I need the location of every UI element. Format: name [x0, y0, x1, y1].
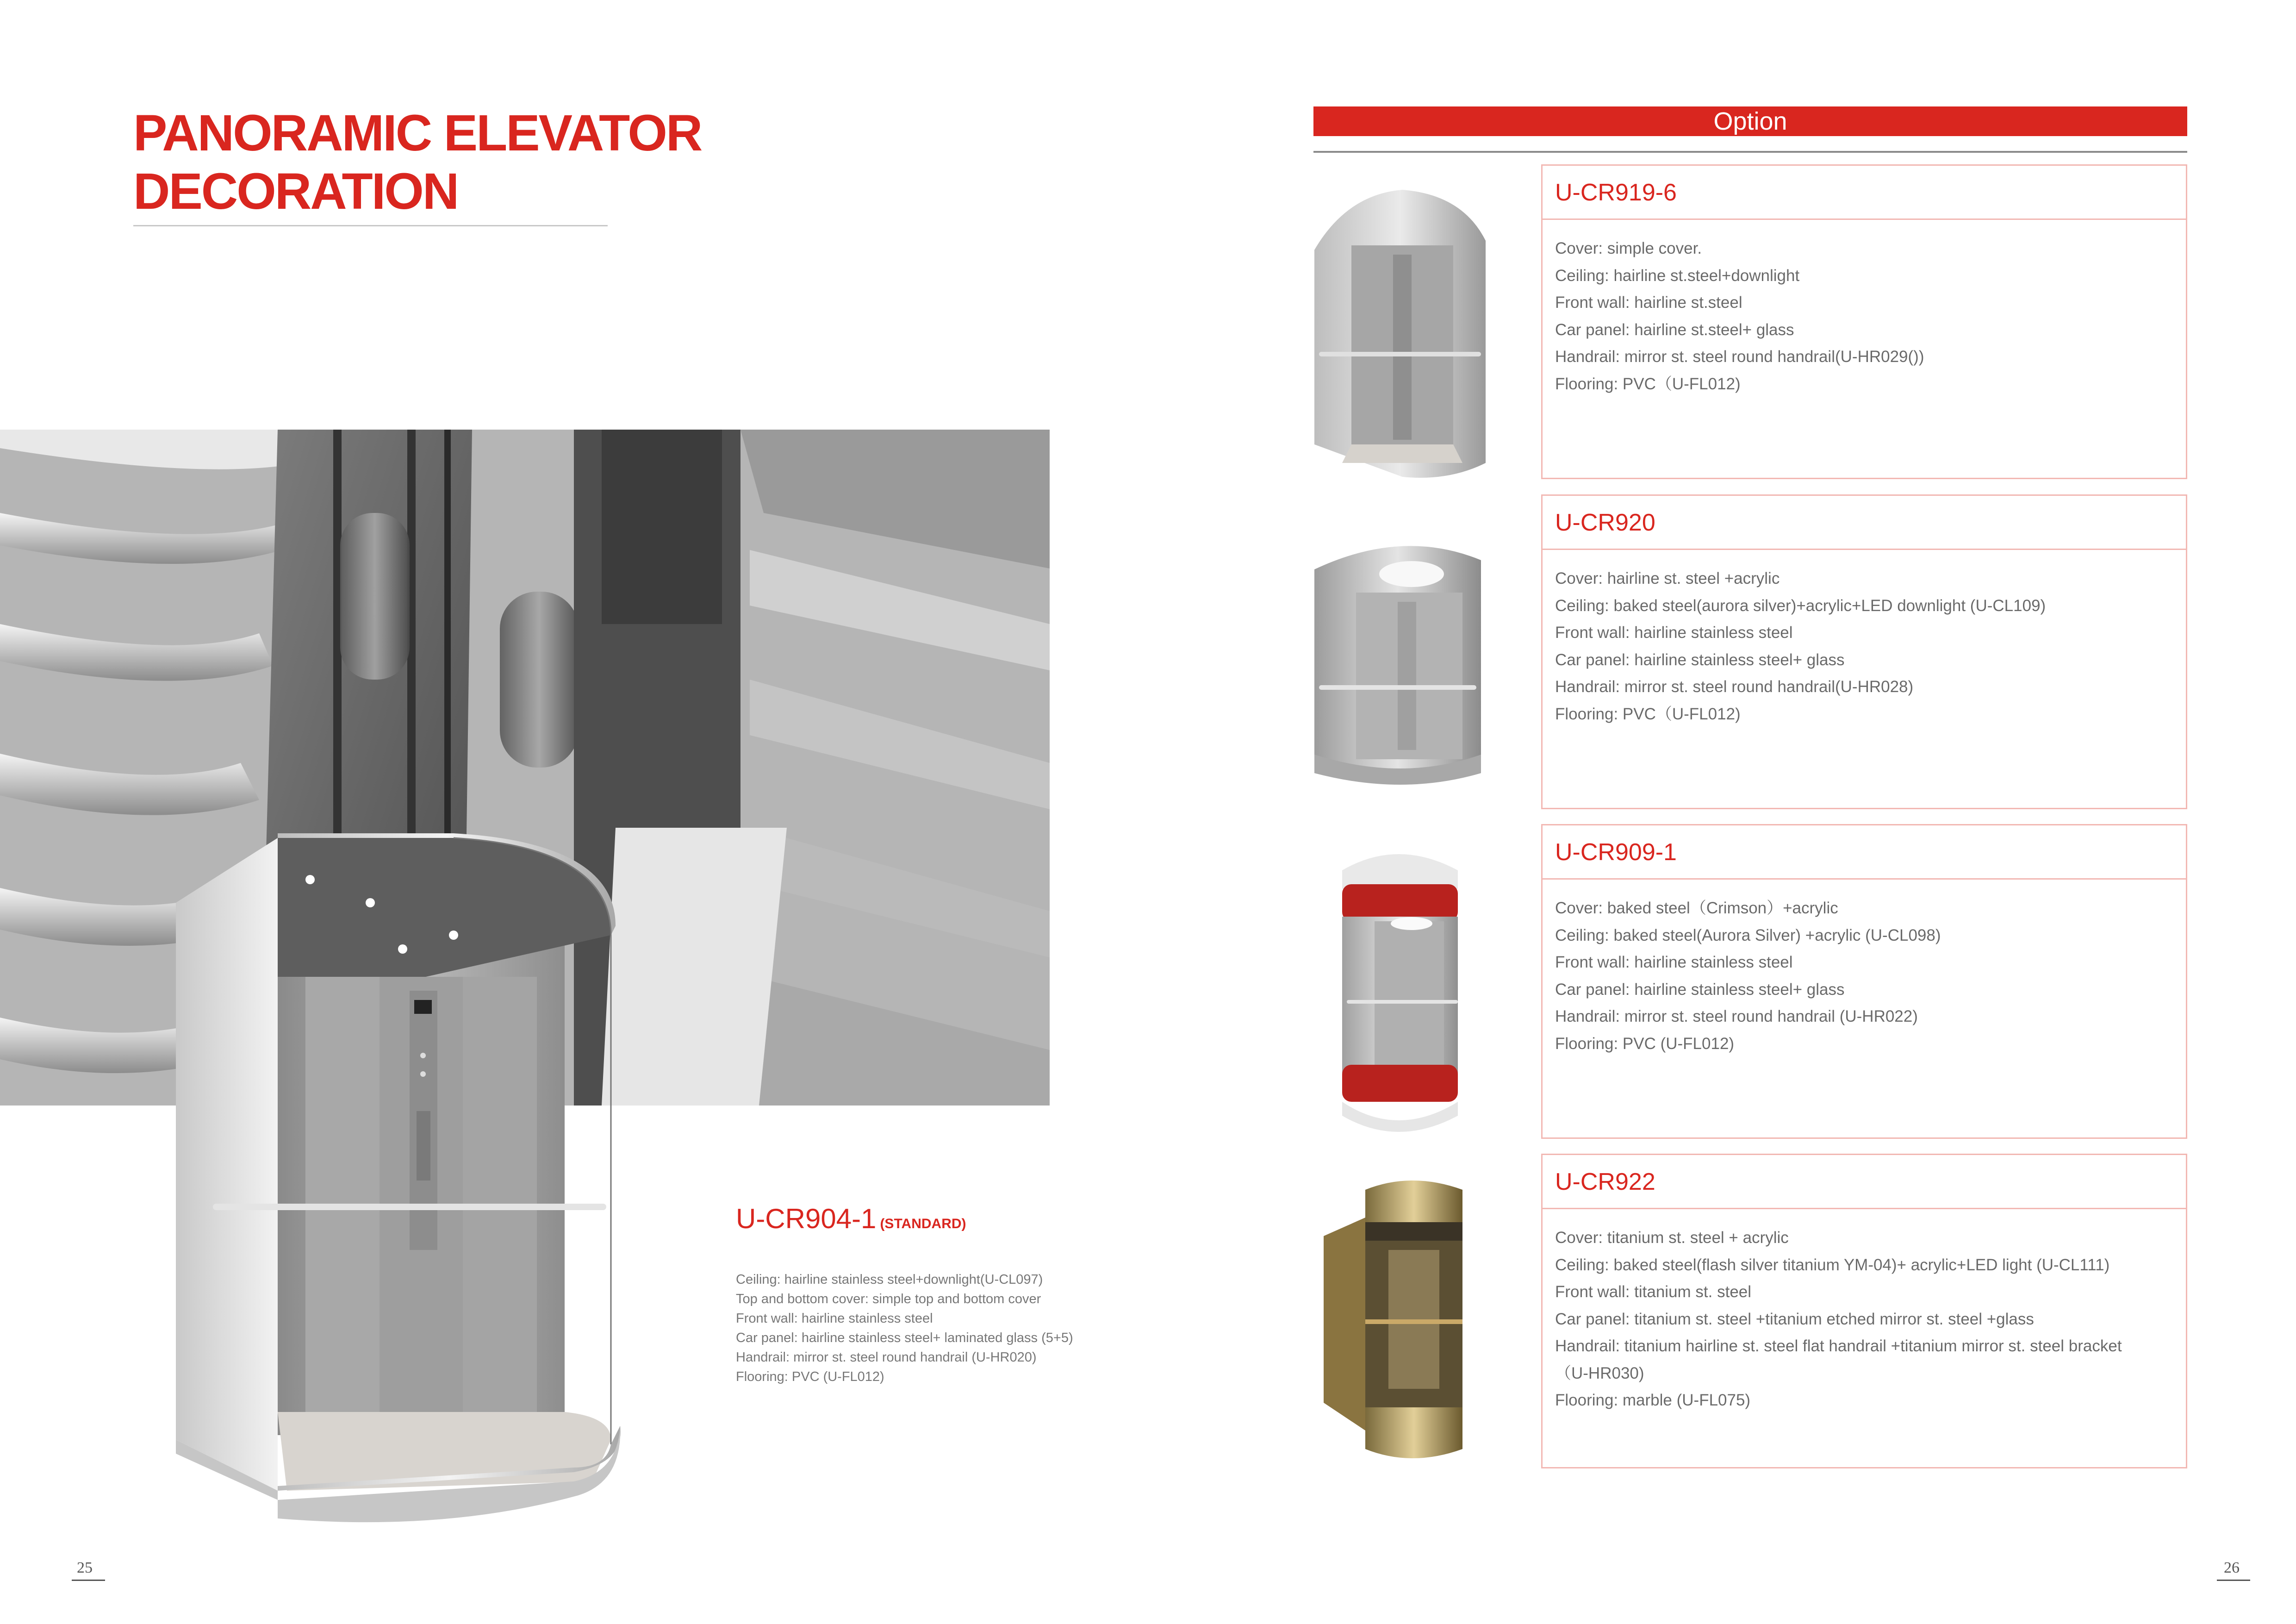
- option-card-header: [1543, 166, 2186, 220]
- elevator-cr919-6-graphic: [1310, 185, 1495, 481]
- option-spec-item: Cover: simple cover.: [1555, 239, 1702, 257]
- title-underline: [133, 225, 608, 226]
- elevator-cr920-image: [1310, 532, 1495, 792]
- standard-spec-item: Flooring: PVC (U-FL012): [736, 1369, 884, 1384]
- page-number-right: 26: [2224, 1559, 2240, 1576]
- option-spec-item: Front wall: hairline stainless steel: [1555, 624, 1793, 642]
- option-spec-item: Front wall: hairline st.steel: [1555, 294, 1742, 312]
- elevator-cr904-1-graphic: [167, 796, 625, 1532]
- page-number-right-underline: [2217, 1580, 2250, 1581]
- elevator-cr922-graphic: [1319, 1171, 1476, 1468]
- option-spec-item: Ceiling: baked steel(Aurora Silver) +acrylic (U-CL098): [1555, 926, 1941, 944]
- option-spec-item: Car panel: titanium st. steel +titanium etched mirror st. steel +glass: [1555, 1310, 2034, 1328]
- option-spec-item: Flooring: marble (U-FL075): [1555, 1391, 1751, 1409]
- option-spec-list: [1555, 565, 2046, 728]
- option-card-header: [1543, 1155, 2186, 1209]
- title-line-1: PANORAMIC ELEVATOR: [133, 105, 702, 162]
- option-spec-item: Cover: baked steel（Crimson）+acrylic: [1555, 899, 1838, 917]
- page-number-left: 25: [77, 1559, 93, 1576]
- option-spec-item: Handrail: mirror st. steel round handrail(U-HR028): [1555, 678, 1914, 696]
- option-spec-item: Flooring: PVC（U-FL012): [1555, 375, 1741, 393]
- standard-tag: (STANDARD): [880, 1216, 966, 1231]
- option-spec-item: Handrail: mirror st. steel round handrail(U-HR029()): [1555, 348, 1924, 366]
- option-spec-item: Ceiling: baked steel(flash silver titanium YM-04)+ acrylic+LED light (U-CL111): [1555, 1255, 2110, 1274]
- elevator-cr919-6-image: [1310, 185, 1495, 481]
- option-spec-item: Handrail: mirror st. steel round handrail (U-HR022): [1555, 1007, 1918, 1025]
- title-line-2: DECORATION: [133, 163, 458, 220]
- option-card-cr920: [1541, 494, 2187, 809]
- standard-model-code: U-CR904-1: [736, 1203, 877, 1234]
- option-spec-item: Flooring: PVC (U-FL012): [1555, 1034, 1735, 1053]
- option-card-header: [1543, 825, 2186, 880]
- option-spec-item: Cover: titanium st. steel + acrylic: [1555, 1229, 1789, 1247]
- option-card-cr919-6: [1541, 164, 2187, 479]
- standard-spec-list: [736, 1270, 1073, 1387]
- option-label: Option: [1713, 107, 1787, 135]
- option-header-bar: [1313, 106, 2187, 136]
- standard-spec-item: Handrail: mirror st. steel round handrail (U-HR020): [736, 1350, 1037, 1365]
- standard-model-heading: [736, 1203, 966, 1235]
- option-spec-item: Front wall: titanium st. steel: [1555, 1283, 1752, 1301]
- elevator-cr909-1-graphic: [1324, 843, 1472, 1139]
- option-spec-item: Ceiling: hairline st.steel+downlight: [1555, 266, 1800, 285]
- elevator-cr904-1-image: [167, 796, 625, 1532]
- option-spec-list: [1555, 895, 1941, 1057]
- option-spec-list: [1555, 235, 1924, 398]
- page-number-left-underline: [72, 1580, 105, 1581]
- option-header-rule: [1313, 151, 2187, 153]
- option-spec-item: Car panel: hairline stainless steel+ glass: [1555, 650, 1845, 669]
- option-spec-item: Flooring: PVC（U-FL012): [1555, 705, 1741, 723]
- option-code: U-CR919-6: [1555, 179, 1677, 206]
- option-spec-item: Car panel: hairline st.steel+ glass: [1555, 320, 1794, 339]
- option-card-cr909-1: [1541, 824, 2187, 1139]
- standard-spec-item: Ceiling: hairline stainless steel+downlight(U-CL097): [736, 1272, 1043, 1287]
- option-card-header: [1543, 496, 2186, 550]
- option-spec-item: Ceiling: baked steel(aurora silver)+acrylic+LED downlight (U-CL109): [1555, 596, 2046, 615]
- elevator-cr909-1-image: [1324, 843, 1472, 1139]
- option-spec-list: [1555, 1224, 2122, 1414]
- option-spec-item: Car panel: hairline stainless steel+ glass: [1555, 980, 1845, 999]
- page-title: [133, 104, 701, 221]
- option-spec-item: Handrail: titanium hairline st. steel flat handrail +titanium mirror st. steel bracket: [1555, 1337, 2122, 1355]
- elevator-cr920-graphic: [1310, 532, 1495, 792]
- standard-spec-item: Top and bottom cover: simple top and bottom cover: [736, 1292, 1041, 1306]
- option-spec-item: Front wall: hairline stainless steel: [1555, 953, 1793, 971]
- standard-spec-item: Car panel: hairline stainless steel+ laminated glass (5+5): [736, 1330, 1073, 1345]
- option-spec-item: （U-HR030): [1555, 1364, 1644, 1382]
- option-code: U-CR920: [1555, 509, 1655, 536]
- elevator-cr922-image: [1319, 1171, 1476, 1468]
- option-code: U-CR922: [1555, 1168, 1655, 1195]
- option-code: U-CR909-1: [1555, 839, 1677, 866]
- option-spec-item: Cover: hairline st. steel +acrylic: [1555, 569, 1780, 587]
- option-card-cr922: [1541, 1154, 2187, 1468]
- standard-spec-item: Front wall: hairline stainless steel: [736, 1311, 933, 1326]
